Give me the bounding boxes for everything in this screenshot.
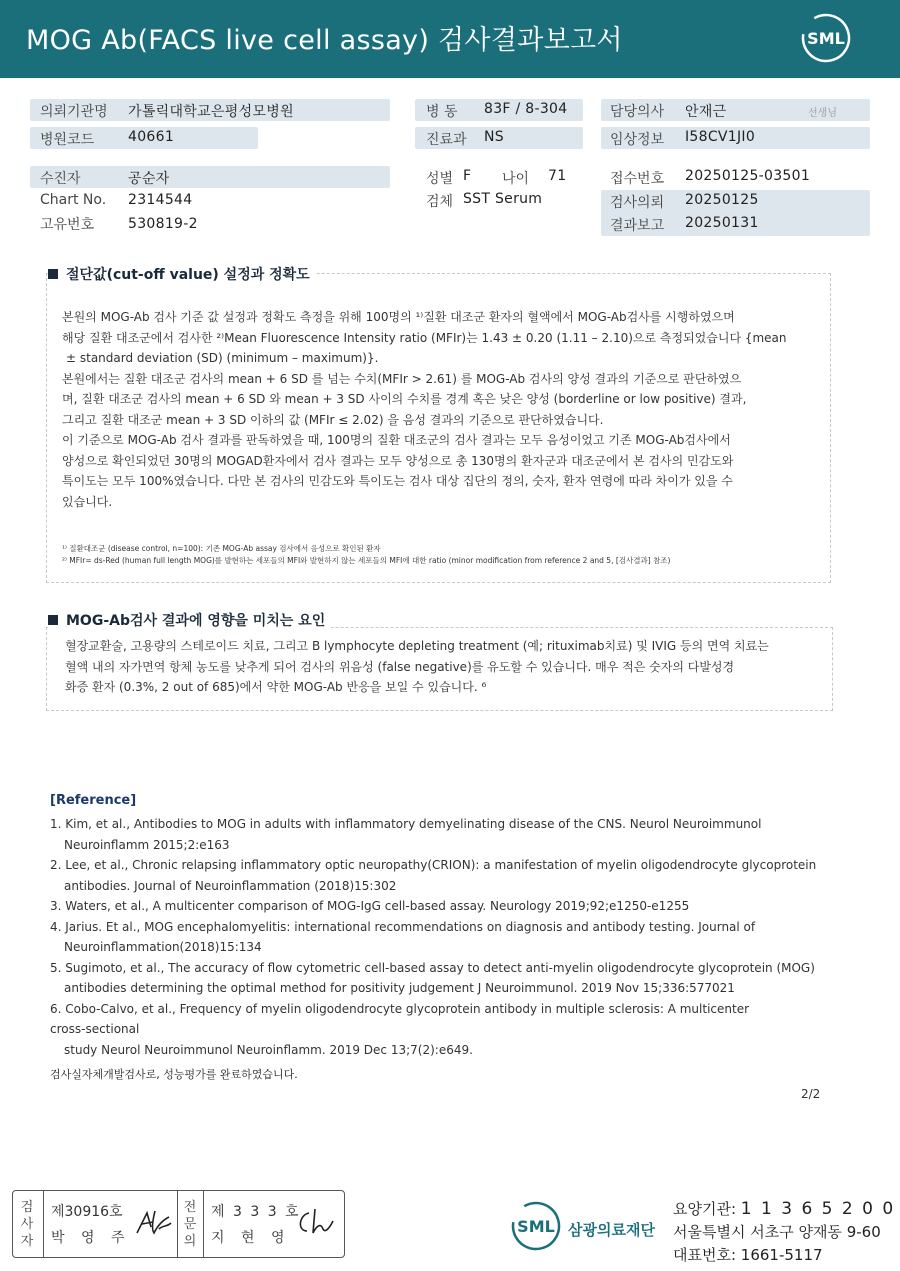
organization-name: 삼광의료재단 <box>568 1221 655 1239</box>
factors-line: 혈장교환술, 고용량의 스테로이드 치료, 그리고 B lymphocyte depleting treatment (예; rituximab치료) 및 IVIG 등의 면역 치료는 <box>65 639 769 653</box>
specialist-name: 지 현 영 <box>211 1230 291 1246</box>
report-header <box>0 0 900 78</box>
institution-value: 가톨릭대학교은평성모병원 <box>128 104 294 120</box>
ward-value: 83F / 8-304 <box>484 101 568 117</box>
specialist-label: 전 문 의 <box>183 1200 197 1249</box>
reference-list <box>50 814 840 1060</box>
ward-label: 병 동 <box>426 104 458 120</box>
signature-stamp <box>12 1190 345 1258</box>
cutoff-line: 그리고 질환 대조군 mean + 3 SD 이하의 값 (MFIr ≤ 2.02) 을 음성 결과의 기준으로 판단하였습니다. <box>62 412 604 427</box>
clinical-value: I58CV1JI0 <box>685 129 756 145</box>
reference-item-cont: cross-sectional <box>50 1022 140 1036</box>
phone-label: 대표번호: <box>673 1246 737 1264</box>
stamp-divider <box>203 1191 204 1257</box>
cutoff-section-title <box>48 264 316 284</box>
patient-bar <box>30 166 390 188</box>
page-number: 2/2 <box>801 1087 821 1101</box>
age-value: 71 <box>548 168 567 184</box>
examiner-no: 제30916호 <box>51 1204 123 1220</box>
reference-item-cont: antibodies. Journal of Neuroinflammation (2018)15:302 <box>64 878 397 893</box>
request-label: 검사의뢰 <box>610 195 665 211</box>
unique-no-label: 고유번호 <box>40 217 95 233</box>
bullet-square-icon <box>48 615 58 625</box>
specialist-signature-icon <box>293 1205 337 1239</box>
institution-label: 의뢰기관명 <box>40 104 108 120</box>
department-value: NS <box>484 129 504 145</box>
reference-item-cont: Neuroinflamm 2015;2:e163 <box>64 837 230 852</box>
factors-line: 화증 환자 (0.3%, 2 out of 685)에서 약한 MOG-Ab 반응을 보일 수 있습니다. ⁶ <box>65 680 487 694</box>
stamp-divider <box>177 1191 178 1257</box>
factors-paragraph <box>65 636 825 698</box>
sex-label: 성별 <box>426 171 454 187</box>
stamp-divider <box>43 1191 44 1257</box>
hospital-code-value: 40661 <box>128 129 175 145</box>
reference-item-cont: study Neurol Neuroimmunol Neuroinflamm. 2019 Dec 13;7(2):e649. <box>64 1042 473 1057</box>
institution-code-label: 요양기관: <box>673 1200 737 1218</box>
chart-value: 2314544 <box>128 192 193 208</box>
patient-label: 수진자 <box>40 171 81 187</box>
reference-item-cont: antibodies determining the optimal method for positivity judgement J Neuroimmunol. 2019 Nov 15;336:577021 <box>64 981 735 995</box>
cutoff-title-text: 절단값(cut-off value) 설정과 정확도 <box>66 267 310 283</box>
svg-text:SML: SML <box>517 1217 555 1236</box>
report-label: 결과보고 <box>610 218 665 234</box>
cutoff-line: 있습니다. <box>62 494 113 509</box>
factors-section-title <box>48 610 331 630</box>
reference-item: 4. Jarius. Et al., MOG encephalomyelitis: international recommendations on diagnosis and antibody testing. Journal of <box>50 919 756 934</box>
accession-value: 20250125-03501 <box>685 168 811 184</box>
sml-logo-icon <box>800 12 852 64</box>
doctor-suffix: 선생님 <box>808 108 837 119</box>
hospital-code-label: 병원코드 <box>40 132 95 148</box>
department-label: 진료과 <box>426 132 467 148</box>
reference-item: 1. Kim, et al., Antibodies to MOG in adults with inflammatory demyelinating disease of the CNS. Neurol Neuroimmunol <box>50 817 762 831</box>
specimen-value: SST Serum <box>463 191 543 207</box>
institution-code <box>673 1198 895 1219</box>
specimen-label: 검체 <box>426 194 454 210</box>
specialist-no: 제 3 3 3 호 <box>211 1204 301 1220</box>
cutoff-line: 이 기준으로 MOG-Ab 검사 결과를 판독하였을 때, 100명의 질환 대조군의 검사 결과는 모두 음성이었고 기존 MOG-Ab검사에서 <box>62 433 731 447</box>
accession-label: 접수번호 <box>610 171 665 187</box>
cutoff-line: ± standard deviation (SD) (minimum – maximum)}. <box>66 351 379 365</box>
organization-address: 서울특별시 서초구 양재동 9-60 <box>673 1223 881 1241</box>
report-value: 20250131 <box>685 215 759 231</box>
age-label: 나이 <box>502 171 530 187</box>
doctor-value: 안재근 <box>685 104 727 120</box>
patient-value: 공순자 <box>128 171 170 187</box>
reference-title: [Reference] <box>50 793 137 808</box>
factors-title-text: MOG-Ab검사 결과에 영향을 미치는 요인 <box>66 613 326 629</box>
cutoff-line: 특이도는 모두 100%였습니다. 다만 본 검사의 민감도와 특이도는 검사 대상 집단의 정의, 숫자, 환자 연령에 따라 차이가 있을 수 <box>62 474 733 488</box>
phone-value: 1661-5117 <box>740 1246 823 1264</box>
request-value: 20250125 <box>685 192 759 208</box>
clinical-label: 임상정보 <box>610 132 665 148</box>
sml-org-logo-icon <box>510 1200 562 1252</box>
sex-value: F <box>463 168 472 184</box>
validation-note: 검사실자체개발검사로, 성능평가를 완료하였습니다. <box>50 1068 298 1081</box>
report-title: MOG Ab(FACS live cell assay) 검사결과보고서 <box>26 25 623 56</box>
organization-phone <box>673 1244 823 1265</box>
svg-text:SML: SML <box>807 29 845 48</box>
cutoff-line: 본원에서는 질환 대조군 검사의 mean + 6 SD 를 넘는 수치(MFIr > 2.61) 를 MOG-Ab 검사의 양성 결과의 기준으로 판단하였으 <box>62 371 742 386</box>
examiner-signature-icon <box>133 1205 175 1239</box>
unique-no-value: 530819-2 <box>128 216 198 232</box>
reference-item: 6. Cobo-Calvo, et al., Frequency of myelin oligodendrocyte glycoprotein antibody in multiple sclerosis: A multicenter <box>50 1001 750 1016</box>
factors-line: 혈액 내의 자가면역 항체 농도를 낮추게 되어 검사의 위음성 (false negative)를 유도할 수 있습니다. 매우 적은 숫자의 다발성경 <box>65 659 735 674</box>
cutoff-paragraph <box>62 307 827 512</box>
bullet-square-icon <box>48 269 58 279</box>
reference-item: 2. Lee, et al., Chronic relapsing inflammatory optic neuropathy(CRION): a manifestation of myelin oligodendrocyte glycoprotein <box>50 858 817 872</box>
cutoff-line: 본원의 MOG-Ab 검사 기준 값 설정과 정확도 측정을 위해 100명의 ¹⁾질환 대조군 환자의 혈액에서 MOG-Ab검사를 시행하였으며 <box>62 310 735 324</box>
doctor-label: 담당의사 <box>610 104 665 120</box>
reference-item: 5. Sugimoto, et al., The accuracy of flow cytometric cell-based assay to detect anti-myelin oligodendrocyte glycoprotein (MOG) <box>50 960 815 975</box>
cutoff-line: 양성으로 확인되었던 30명의 MOGAD환자에서 검사 결과는 모두 양성으로 총 130명의 환자군과 대조군에서 본 검사의 민감도와 <box>62 453 734 468</box>
reference-item-cont: Neuroinflammation(2018)15:134 <box>64 940 262 954</box>
footnote-2: ²⁾ MFIr= ds-Red (human full length MOG)를 발현하는 세포들의 MFI와 발현하지 않는 세포들의 MFI에 대한 ratio (minor modification from reference 2 and 5, [검사결과] 참조) <box>62 556 671 565</box>
footnote-1: ¹⁾ 질환대조군 (disease control, n=100): 기존 MOG-Ab assay 검사에서 음성으로 확인된 환자 <box>62 544 381 553</box>
chart-label: Chart No. <box>40 192 107 208</box>
cutoff-line: 며, 질환 대조군 검사의 mean + 6 SD 와 mean + 3 SD 사이의 수치를 경계 혹은 낮은 양성 (borderline or low positive) 결과, <box>62 392 747 406</box>
reference-item: 3. Waters, et al., A multicenter comparison of MOG-IgG cell-based assay. Neurology 2019;92;e1250-e1255 <box>50 899 690 913</box>
institution-code-value: 1 1 3 6 5 2 0 0 <box>740 1199 896 1219</box>
cutoff-line: 해당 질환 대조군에서 검사한 ²⁾Mean Fluorescence Intensity ratio (MFIr)는 1.43 ± 0.20 (1.11 – 2.10)으로 측정되었습니다 {mean <box>62 330 787 345</box>
examiner-label: 검 사 자 <box>20 1200 34 1249</box>
examiner-name: 박 영 주 <box>51 1230 131 1246</box>
